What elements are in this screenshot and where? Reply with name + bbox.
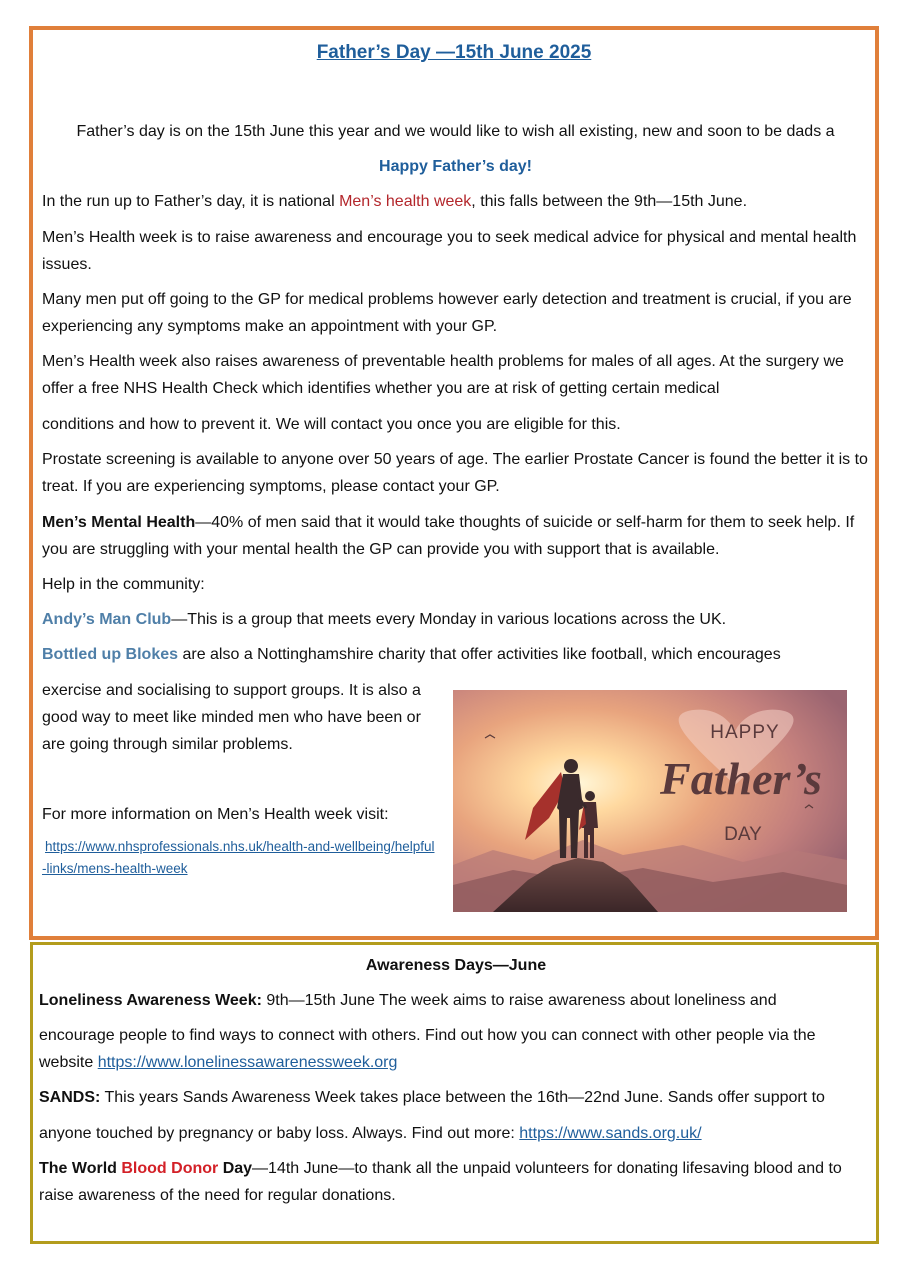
gp-paragraph: Many men put off going to the GP for medical problems however early detection and treatment is crucial, if you are experiencing any symptoms make an appointment with your GP. [42,291,852,335]
sands-website-link[interactable]: https://www.sands.org.uk/ [519,1125,702,1142]
awareness-days-title: Awareness Days—June [365,957,547,974]
blood-donor-paragraph [39,1155,870,1209]
fathers-day-title: Father’s Day —15th June 2025 [316,42,592,63]
sands-label: SANDS: [39,1089,101,1106]
loneliness-text-1: 9th—15th June The week aims to raise awareness about loneliness and [261,992,777,1009]
bottled-up-blokes-cont: exercise and socialising to support groups. It is also a good way to meet like minded men who have been or are going through similar problems. [42,682,421,753]
blood-label-1: The World [39,1160,122,1177]
blood-donor-label: Blood Donor [121,1160,219,1177]
mhw-pre-text: In the run up to Father’s day, it is national [42,193,340,210]
image-day-text: DAY [724,824,762,845]
mental-health-paragraph [42,509,869,563]
loneliness-line-1 [39,987,870,1014]
blood-label-3: Day [218,1160,253,1177]
bottled-up-blokes-link[interactable]: Bottled up Blokes [42,646,179,663]
awareness-paragraph: Men’s Health week is to raise awareness and encourage you to seek medical advice for physical and mental health issues. [42,229,857,273]
mens-health-week-link[interactable]: Men’s health week [339,193,472,210]
mental-health-label: Men’s Mental Health [42,514,196,531]
awareness-days-section [30,942,879,1244]
sands-line-2 [39,1120,870,1147]
sands-text-2: anyone touched by pregnancy or baby loss. Always. Find out more: [39,1125,520,1142]
preventable-paragraph-cont: conditions and how to prevent it. We will contact you once you are eligible for this. [42,416,621,433]
mhw-post-text: , this falls between the 9th—15th June. [471,193,748,210]
happy-fathers-day-image [453,690,847,912]
loneliness-line-2 [39,1022,870,1076]
loneliness-text-2: encourage people to find ways to connect with others. Find out how you can connect with other people via the website [39,1027,816,1071]
preventable-paragraph: Men’s Health week also raises awareness of preventable health problems for males of all ages. At the surgery we offer a free NHS Health Check which identifies whether you are at risk of getting certain medical [42,353,844,397]
andys-man-club-link[interactable]: Andy’s Man Club [42,611,172,628]
prostate-paragraph: Prostate screening is available to anyone over 50 years of age. The earlier Prostate Cancer is found the better it is to treat. If you are experiencing symptoms, please contact your GP. [42,451,868,495]
mens-health-week-paragraph [42,188,869,215]
mens-health-week-url-link[interactable]: https://www.nhsprofessionals.nhs.uk/health-and-wellbeing/helpful-links/mens-health-week [42,839,435,876]
andys-man-club-text: —This is a group that meets every Monday in various locations across the UK. [171,611,727,628]
image-happy-text: HAPPY [710,722,780,743]
image-fathers-text: Father’s [660,753,822,804]
andys-man-club-paragraph [42,606,869,633]
sands-text-1: This years Sands Awareness Week takes place between the 16th—22nd June. Sands offer support to [100,1089,825,1106]
loneliness-website-link[interactable]: https://www.lonelinessawarenessweek.org [97,1054,398,1071]
mental-health-text: —40% of men said that it would take thoughts of suicide or self-harm for them to seek help. If you are struggling with your mental health the GP can provide you with support that is available. [42,514,855,558]
intro-text: Father’s day is on the 15th June this year and we would like to wish all existing, new and soon to be dads a [76,123,835,140]
help-community-heading: Help in the community: [42,576,205,593]
bottled-up-blokes-paragraph [42,641,869,668]
fathers-day-section [29,26,879,940]
blood-donor-text: —14th June—to thank all the unpaid volunteers for donating lifesaving blood and to raise awareness of the need for regular donations. [39,1160,842,1204]
greeting-text: Happy Father’s day! [379,158,532,175]
more-info-text: For more information on Men’s Health week visit: [42,806,389,823]
bottled-up-blokes-text: are also a Nottinghamshire charity that offer activities like football, which encourages [178,646,781,663]
sands-line-1 [39,1084,870,1111]
loneliness-label: Loneliness Awareness Week: [39,992,262,1009]
